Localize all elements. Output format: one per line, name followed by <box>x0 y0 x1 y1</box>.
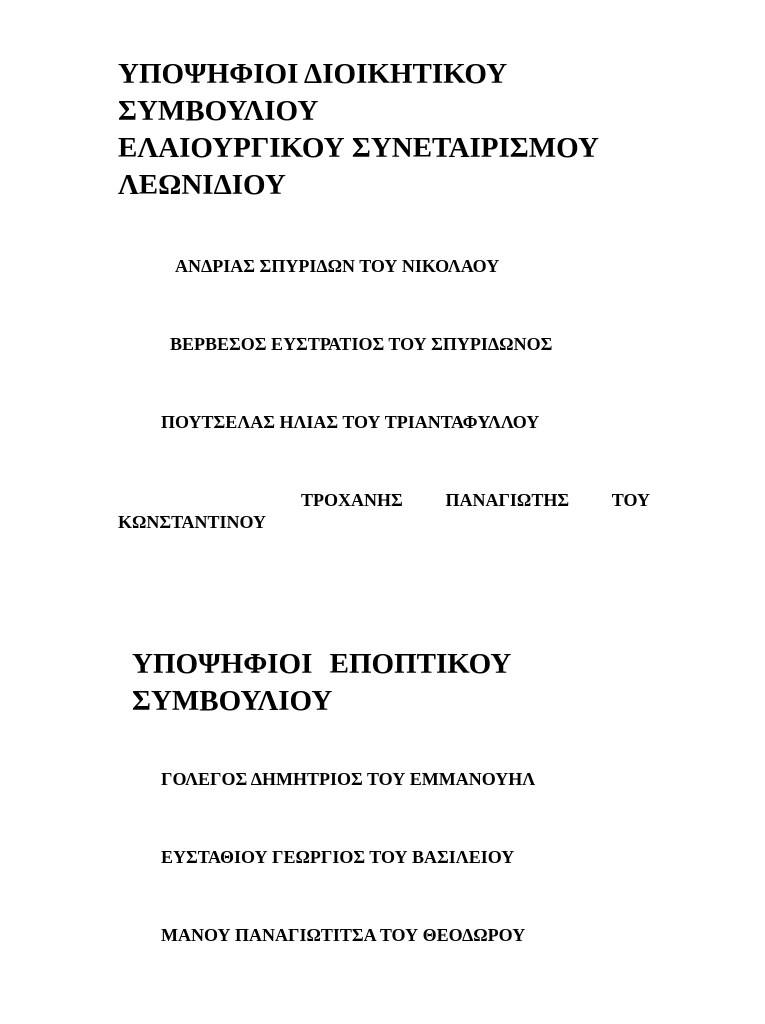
candidate-first-name: ΠΑΝΑΓΙΩΤΗΣ <box>445 490 570 510</box>
board-candidate-name: ΒΕΡΒΕΣΟΣ ΕΥΣΤΡΑΤΙΟΣ ΤΟΥ ΣΠΥΡΙΔΩΝΟΣ <box>170 334 553 354</box>
heading-line: ΛΕΩΝΙΔΙΟΥ <box>118 169 286 201</box>
heading-line: ΣΥΜΒΟΥΛΙΟΥ <box>132 685 333 717</box>
heading-line: ΣΥΜΒΟΥΛΙΟΥ <box>118 95 319 127</box>
candidate-surname: ΤΡΟΧΑΝΗΣ <box>301 490 403 510</box>
board-candidate-name-justified <box>118 489 650 533</box>
board-candidate-name: ΑΝΔΡΙΑΣ ΣΠΥΡΙΔΩΝ ΤΟΥ ΝΙΚΟΛΑΟΥ <box>175 256 500 276</box>
board-candidate-name: ΠΟΥΤΣΕΛΑΣ ΗΛΙΑΣ ΤΟΥ ΤΡΙΑΝΤΑΦΥΛΛΟΥ <box>161 412 540 432</box>
supervisory-candidate-name: ΕΥΣΤΑΘΙΟΥ ΓΕΩΡΓΙΟΣ ΤΟΥ ΒΑΣΙΛΕΙΟΥ <box>161 847 515 867</box>
board-candidates-heading <box>118 56 599 204</box>
heading-line: ΕΛΑΙΟΥΡΓΙΚΟΥ ΣΥΝΕΤΑΙΡΙΣΜΟΥ <box>118 132 599 164</box>
candidate-father-name: ΚΩΝΣΤΑΝΤΙΝΟΥ <box>118 512 266 532</box>
supervisory-candidate-name: ΜΑΝΟΥ ΠΑΝΑΓΙΩΤΙΤΣΑ ΤΟΥ ΘΕΟΔΩΡΟΥ <box>161 925 526 945</box>
heading-line: ΥΠΟΨΗΦΙΟΙ ΕΠΟΠΤΙΚΟΥ <box>132 648 512 680</box>
supervisory-candidates-heading <box>132 646 511 720</box>
candidate-name-line <box>118 489 650 511</box>
heading-line: ΥΠΟΨΗΦΙΟΙ ΔΙΟΙΚΗΤΙΚΟΥ <box>118 58 508 90</box>
supervisory-candidate-name: ΓΟΛΕΓΟΣ ΔΗΜΗΤΡΙΟΣ ΤΟΥ ΕΜΜΑΝΟΥΗΛ <box>161 769 536 789</box>
candidate-of-word: ΤΟΥ <box>611 490 650 510</box>
